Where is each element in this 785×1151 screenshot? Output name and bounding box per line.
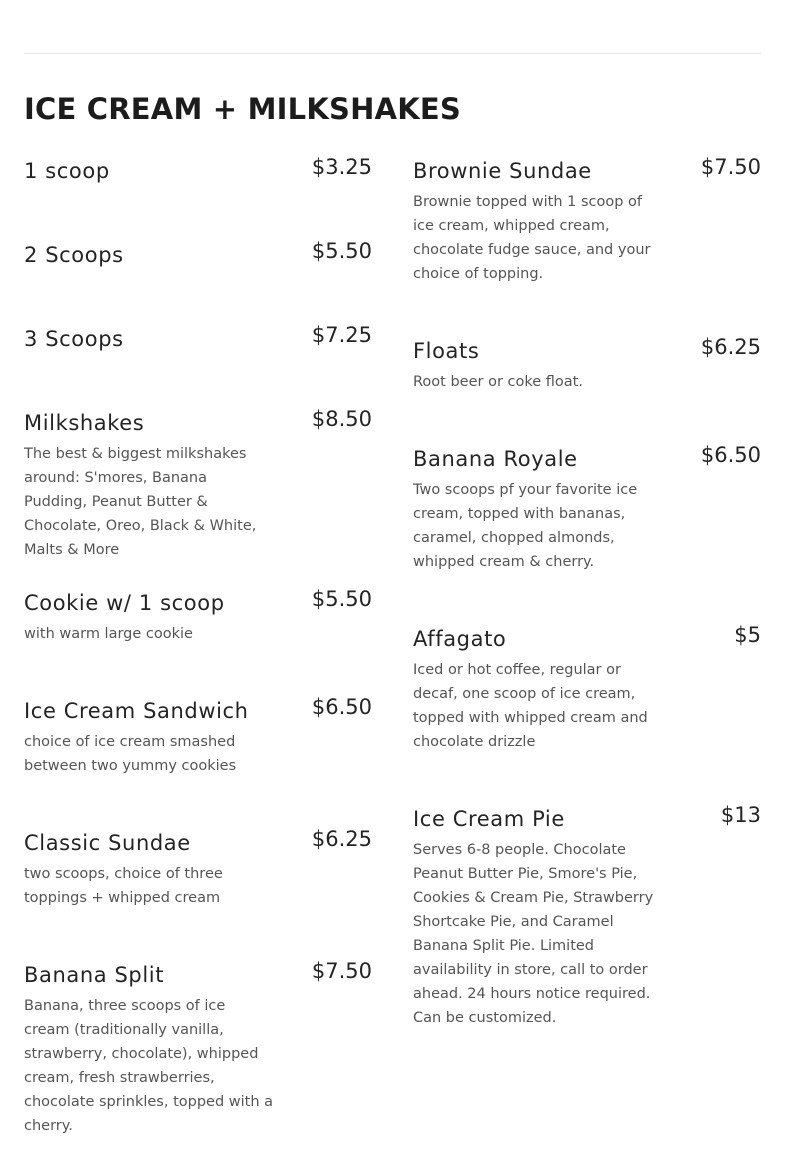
item-price: $6.50 [311, 695, 372, 719]
item-name: Banana Royale [413, 447, 578, 471]
menu-item-milkshakes [24, 402, 372, 582]
menu-item-cookie-w-1-scoop [24, 582, 372, 690]
item-price: $5.50 [311, 587, 372, 611]
item-name: Brownie Sundae [413, 159, 592, 183]
item-price: $7.25 [311, 323, 372, 347]
top-divider [24, 53, 761, 54]
item-name: 2 Scoops [24, 243, 124, 267]
item-name: Milkshakes [24, 411, 145, 435]
menu-item-brownie-sundae [413, 150, 761, 330]
item-name: Floats [413, 339, 480, 363]
item-description: Two scoops pf your favorite ice cream, topped with bananas, caramel, chopped almonds, whipped cream & cherry. [413, 482, 638, 570]
item-price: $7.50 [700, 155, 761, 179]
menu-column-left [24, 150, 372, 1134]
item-name: Classic Sundae [24, 831, 191, 855]
item-price: $6.25 [700, 335, 761, 359]
menu-item-affagato [413, 618, 761, 798]
menu-item-ice-cream-sandwich [24, 690, 372, 822]
item-name: Affagato [413, 627, 507, 651]
item-description: two scoops, choice of three toppings + whipped cream [24, 866, 223, 906]
menu-item-ice-cream-pie [413, 798, 761, 1028]
item-name: Ice Cream Sandwich [24, 699, 249, 723]
item-price: $6.25 [311, 827, 372, 851]
item-price: $5 [734, 623, 761, 647]
item-description: choice of ice cream smashed between two yummy cookies [24, 734, 237, 774]
item-name: Banana Split [24, 963, 165, 987]
item-price: $8.50 [311, 407, 372, 431]
menu-item-classic-sundae [24, 822, 372, 954]
item-price: $7.50 [311, 959, 372, 983]
item-name: Ice Cream Pie [413, 807, 565, 831]
item-description: Serves 6-8 people. Chocolate Peanut Butter Pie, Smore's Pie, Cookies & Cream Pie, Strawberry Shortcake Pie, and Caramel Banana Split Pie. Limited availability in store, call to order ahead. 24 hours notice required. Can be customized. [413, 842, 654, 1026]
menu-item-2-scoops [24, 234, 372, 318]
menu-item-1-scoop [24, 150, 372, 234]
item-description: with warm large cookie [24, 626, 193, 642]
item-description: Brownie topped with 1 scoop of ice cream, whipped cream, chocolate fudge sauce, and your choice of topping. [413, 194, 651, 282]
section-title: ICE CREAM + MILKSHAKES [24, 92, 461, 126]
item-description: Root beer or coke float. [413, 374, 583, 390]
item-description: Iced or hot coffee, regular or decaf, one scoop of ice cream, topped with whipped cream and chocolate drizzle [413, 662, 648, 750]
item-description: Banana, three scoops of ice cream (traditionally vanilla, strawberry, chocolate), whipped cream, fresh strawberries, chocolate sprinkles, topped with a cherry. [24, 998, 274, 1134]
item-price: $3.25 [311, 155, 372, 179]
item-price: $13 [720, 803, 761, 827]
menu-column-right [413, 150, 761, 1028]
menu-item-3-scoops [24, 318, 372, 402]
item-name: 1 scoop [24, 159, 110, 183]
menu-item-floats [413, 330, 761, 438]
menu-item-banana-split [24, 954, 372, 1134]
item-price: $6.50 [700, 443, 761, 467]
menu-item-banana-royale [413, 438, 761, 618]
item-name: Cookie w/ 1 scoop [24, 591, 225, 615]
item-name: 3 Scoops [24, 327, 124, 351]
item-price: $5.50 [311, 239, 372, 263]
item-description: The best & biggest milkshakes around: S'mores, Banana Pudding, Peanut Butter & Chocolate, Oreo, Black & White, Malts & More [24, 446, 257, 558]
